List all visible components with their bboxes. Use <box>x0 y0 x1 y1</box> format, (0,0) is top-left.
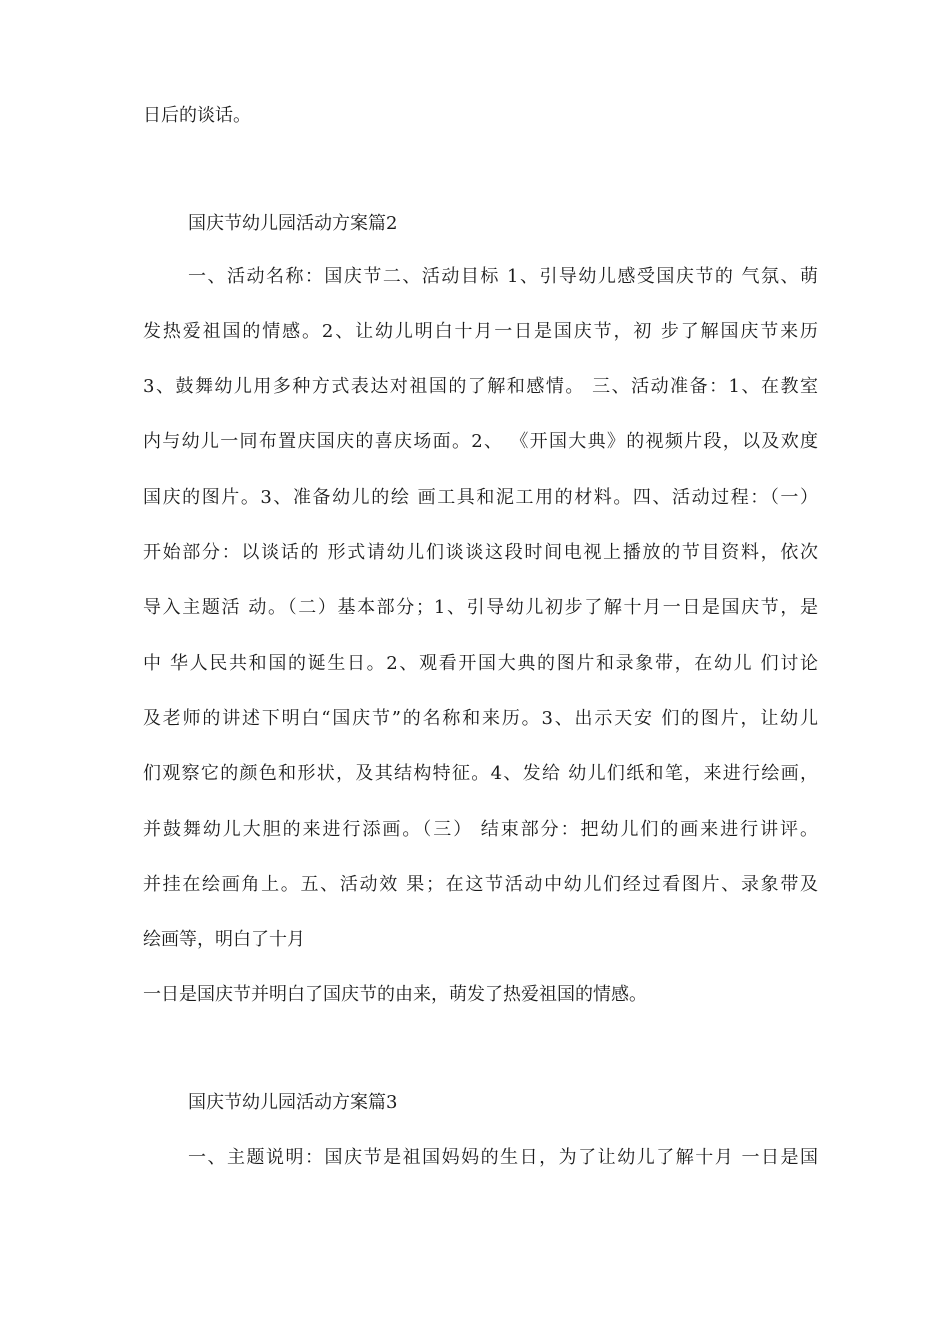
paragraph-line: 内与幼儿一同布置庆国庆的喜庆场面。2、 《开国大典》的视频片段，以及欢度 <box>143 431 818 452</box>
paragraph-line: 及老师的讲述下明白“国庆节”的名称和来历。3、出示天安 们的图片，让幼儿 <box>143 708 818 729</box>
paragraph-line: 国庆的图片。3、准备幼儿的绘 画工具和泥工用的材料。四、活动过程：（一） <box>143 487 818 508</box>
paragraph-line: 们观察它的颜色和形状，及其结构特征。4、发给 幼儿们纸和笔，来进行绘画， <box>143 763 818 784</box>
paragraph-line: 中 华人民共和国的诞生日。2、观看开国大典的图片和录象带，在幼儿 们讨论 <box>143 653 818 674</box>
paragraph-line: 绘画等，明白了十月 <box>143 929 305 950</box>
paragraph-line: 并挂在绘画角上。五、活动效 果；在这节活动中幼儿们经过看图片、录象带及 <box>143 874 818 895</box>
paragraph-line: 一日是国庆节并明白了国庆节的由来，萌发了热爱祖国的情感。 <box>143 984 647 1005</box>
section-heading-3: 国庆节幼儿园活动方案篇3 <box>188 1092 398 1113</box>
paragraph-line: 发热爱祖国的情感。2、让幼儿明白十月一日是国庆节，初 步了解国庆节来历 <box>143 321 818 342</box>
paragraph-line: 3、鼓舞幼儿用多种方式表达对祖国的了解和感情。 三、活动准备：1、在教室 <box>143 376 818 397</box>
paragraph-line: 并鼓舞幼儿大胆的来进行添画。（三） 结束部分：把幼儿们的画来进行讲评。 <box>143 819 818 840</box>
paragraph-line: 一、活动名称：国庆节二、活动目标 1、引导幼儿感受国庆节的 气氛、萌 <box>188 266 818 287</box>
paragraph-line: 导入主题活 动。（二）基本部分；1、引导幼儿初步了解十月一日是国庆节，是 <box>143 597 818 618</box>
text-line-prev-end: 日后的谈话。 <box>143 105 251 126</box>
paragraph-line: 开始部分：以谈话的 形式请幼儿们谈谈这段时间电视上播放的节目资料，依次 <box>143 542 818 563</box>
paragraph-line: 一、主题说明：国庆节是祖国妈妈的生日，为了让幼儿了解十月 一日是国 <box>188 1147 818 1168</box>
section-heading-2: 国庆节幼儿园活动方案篇2 <box>188 213 398 234</box>
